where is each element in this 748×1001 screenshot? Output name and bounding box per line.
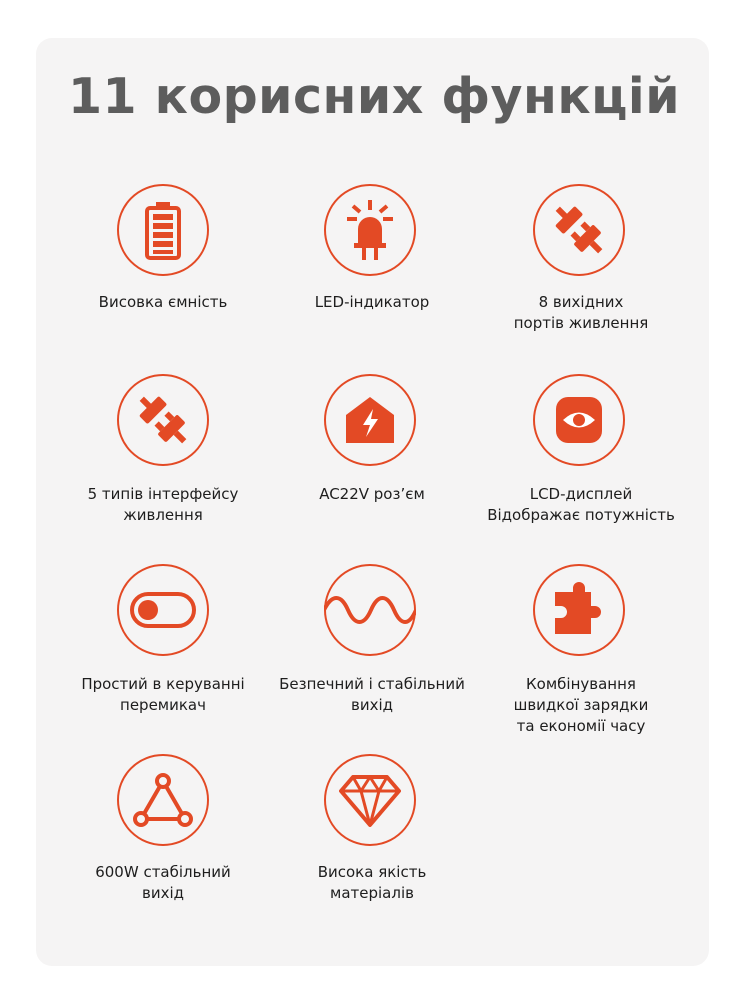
- plug-icon: [117, 374, 209, 466]
- feature-label: 8 вихідних портів живлення: [513, 293, 649, 332]
- led-indicator-icon: [324, 184, 416, 276]
- battery-icon: [117, 184, 209, 276]
- triangle-nodes-icon: [117, 754, 209, 846]
- feature-label: Висока якість матеріалів: [317, 863, 427, 902]
- diamond-icon: [324, 754, 416, 846]
- sine-wave-icon: [324, 564, 416, 656]
- feature-label: AC22V роз’єм: [319, 485, 425, 503]
- toggle-switch-icon: [117, 564, 209, 656]
- feature-label: Простий в керуванні перемикач: [81, 675, 245, 714]
- page-title: 11 корисних функцій: [67, 68, 681, 125]
- eye-display-icon: [533, 374, 625, 466]
- feature-label: Безпечний і стабільний вихід: [279, 675, 465, 714]
- house-lightning-icon: [324, 374, 416, 466]
- plug-icon: [533, 184, 625, 276]
- feature-label: LED-індикатор: [314, 293, 430, 311]
- puzzle-icon: [533, 564, 625, 656]
- feature-label: Висовка ємність: [98, 293, 228, 311]
- feature-label: LCD-дисплей Відображає потужність: [487, 485, 675, 524]
- feature-label: 5 типів інтерфейсу живлення: [87, 485, 239, 524]
- feature-label: 600W стабільний вихід: [95, 863, 231, 902]
- feature-label: Комбінування швидкої зарядки та економії часу: [513, 675, 649, 735]
